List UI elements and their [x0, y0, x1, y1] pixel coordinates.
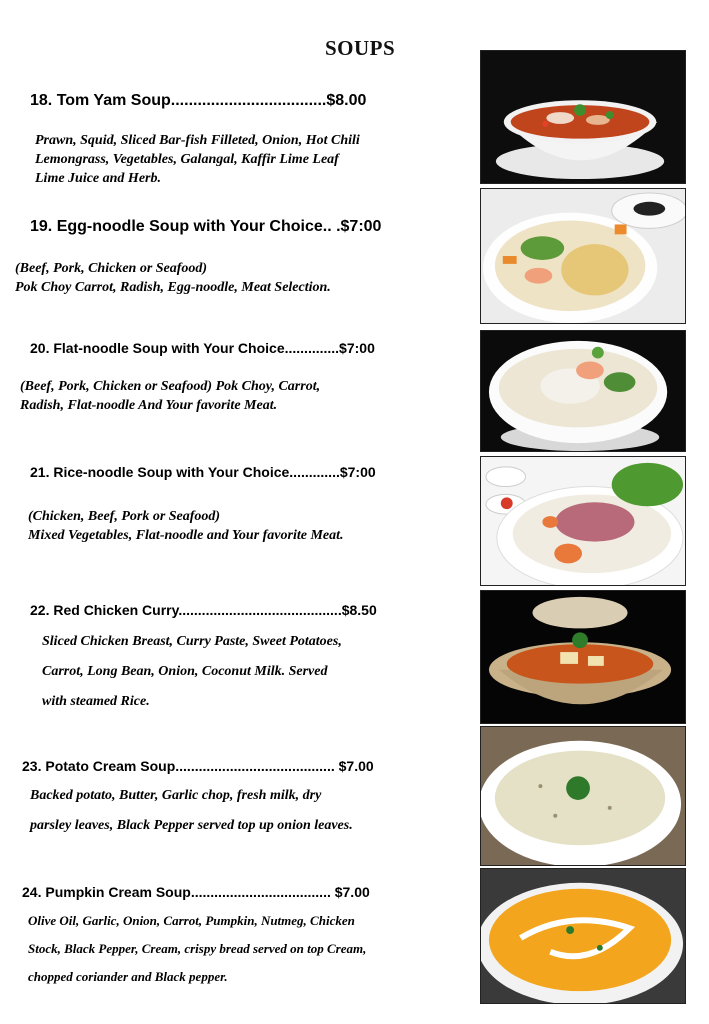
menu-item-description: Olive Oil, Garlic, Onion, Carrot, Pumpkin, Nutmeg, Chicken Stock, Black Pepper, Cream, crispy bread served on top Cream, chopped coriander and Black pepper.: [28, 913, 367, 984]
menu-item-name: 20. Flat-noodle Soup with Your Choice..............$7:00: [30, 340, 375, 356]
menu-item-name: 24. Pumpkin Cream Soup.................................... $7.00: [22, 884, 370, 900]
rice-noodle-soup-photo: [480, 456, 686, 586]
flat-noodle-soup-photo: [480, 330, 686, 452]
menu-item-name: 19. Egg-noodle Soup with Your Choice.. .$7:00: [30, 218, 382, 235]
menu-item-description: Prawn, Squid, Sliced Bar-fish Filleted, Onion, Hot Chili Lemongrass, Vegetables, Galangal, Kaffir Lime Leaf Lime Juice and Herb.: [35, 133, 360, 186]
menu-item-name: 22. Red Chicken Curry..........................................$8.50: [30, 602, 377, 618]
menu-item-description: (Chicken, Beef, Pork or Seafood) Mixed Vegetables, Flat-noodle and Your favorite Meat.: [28, 509, 344, 543]
menu-item-description: Sliced Chicken Breast, Curry Paste, Sweet Potatoes, Carrot, Long Bean, Onion, Coconut Milk. Served with steamed Rice.: [42, 634, 342, 709]
potato-cream-soup-photo: [480, 726, 686, 866]
menu-item-name: 23. Potato Cream Soup......................................... $7.00: [22, 758, 374, 774]
menu-item-description: (Beef, Pork, Chicken or Seafood) Pok Choy Carrot, Radish, Egg-noodle, Meat Selection.: [15, 261, 331, 295]
page-title: SOUPS: [325, 36, 396, 60]
menu-item-name: 18. Tom Yam Soup...................................$8.00: [30, 92, 367, 109]
tom-yam-soup-photo: [480, 50, 686, 184]
pumpkin-cream-soup-photo: [480, 868, 686, 1004]
menu-item-name: 21. Rice-noodle Soup with Your Choice.............$7:00: [30, 464, 376, 480]
menu-item-description: Backed potato, Butter, Garlic chop, fresh milk, dry parsley leaves, Black Pepper served top up onion leaves.: [30, 788, 353, 833]
egg-noodle-soup-photo: [480, 188, 686, 324]
red-chicken-curry-photo: [480, 590, 686, 724]
menu-item-description: (Beef, Pork, Chicken or Seafood) Pok Choy, Carrot, Radish, Flat-noodle And Your favorite Meat.: [20, 379, 321, 413]
